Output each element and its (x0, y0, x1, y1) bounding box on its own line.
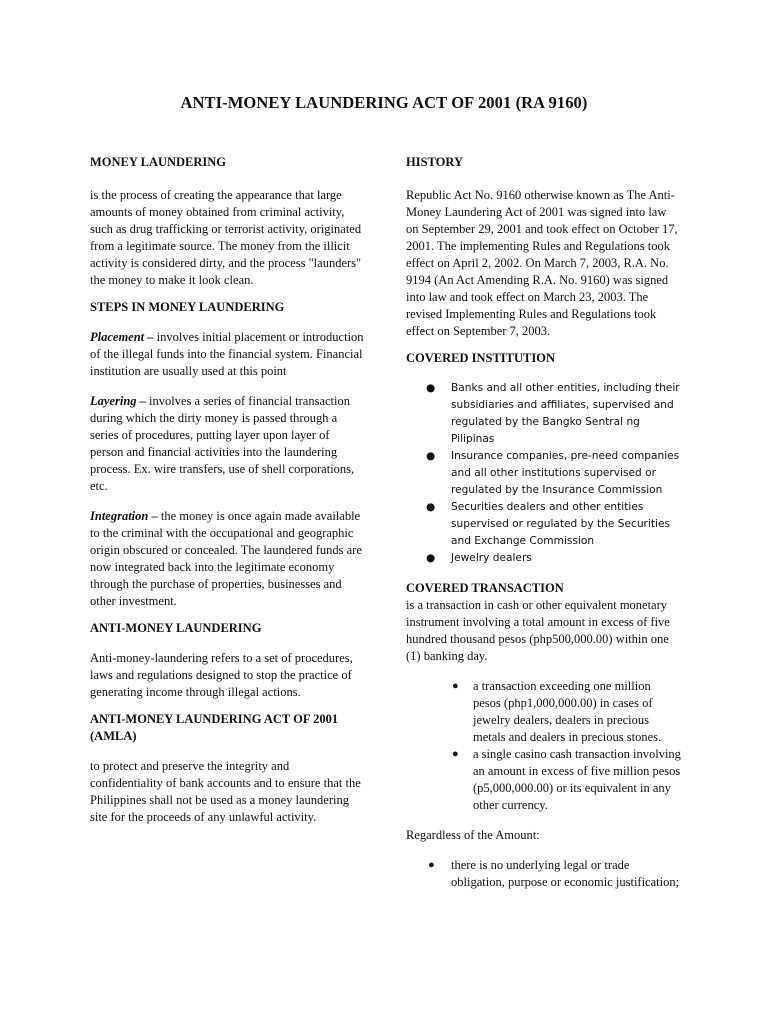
layering-paragraph (90, 393, 365, 495)
right-column (406, 154, 681, 891)
regardless-list (406, 857, 681, 891)
list-item: ● Insurance companies, pre-need companies and all other institutions supervised or regulated by the Insurance Commission (426, 450, 680, 496)
covered-institution-list (406, 380, 681, 567)
placement-term: Placement – (90, 330, 154, 344)
covered-transaction-heading: COVERED TRANSACTION (406, 581, 564, 595)
bullet-icon: ● (426, 552, 436, 564)
integration-paragraph (90, 508, 365, 610)
covered-transaction-text: is a transaction in cash or other equivalent monetary instrument involving a total amount in excess of five hundred thousand pesos (php500,000.00) within one (1) banking day. (406, 598, 670, 663)
list-item: ● Banks and all other entities, including their subsidiaries and affiliates, supervised and regulated by the Bangko Sentral ng Pilipinas (426, 382, 680, 445)
history-heading: HISTORY (406, 155, 463, 169)
covered-transaction-list (406, 678, 681, 814)
layering-term: Layering – (90, 394, 146, 408)
layering-text: involves a series of financial transaction during which the dirty money is passed through a series of procedures, putting layer upon layer of person and financial activities into the laundering process. Ex. wire transfers, use of shell corporations, etc. (90, 394, 355, 493)
anti-money-laundering-heading: ANTI-MONEY LAUNDERING (90, 621, 262, 635)
bullet-icon: ● (426, 501, 436, 513)
list-item: ● there is no underlying legal or trade obligation, purpose or economic justification; (428, 858, 680, 889)
anti-money-laundering-text: Anti-money-laundering refers to a set of procedures, laws and regulations designed to stop the practice of generating income through illegal actions. (90, 651, 353, 699)
bullet-icon: ● (452, 680, 459, 692)
left-column (90, 154, 365, 826)
bullet-icon: ● (452, 748, 459, 760)
bullet-icon: ● (426, 382, 436, 394)
bullet-icon: ● (428, 859, 435, 871)
regardless-text: Regardless of the Amount: (406, 828, 540, 842)
placement-text: involves initial placement or introduction of the illegal funds into the financial system. Financial institution are usually used at this point (90, 330, 364, 378)
list-item: ● a single casino cash transaction involving an amount in excess of five million pesos (p5,000,000.00) or its equivalent in any other currency. (452, 747, 681, 812)
list-item: ● Securities dealers and other entities supervised or regulated by the Securities and Exchange Commission (426, 501, 670, 547)
covered-institution-heading: COVERED INSTITUTION (406, 351, 555, 365)
bullet-icon: ● (426, 450, 436, 462)
money-laundering-heading: MONEY LAUNDERING (90, 155, 226, 169)
history-text: Republic Act No. 9160 otherwise known as The Anti-Money Laundering Act of 2001 was signed into law on September 29, 2001 and took effect on October 17, 2001. The implementing Rules and Regulations took effect on April 2, 2002. On March 7, 2003, R.A. No. 9194 (An Act Amending R.A. No. 9160) was signed into law and took effect on March 23, 2003. The revised Implementing Rules and Regulations took effect on September 7, 2003. (406, 188, 678, 338)
amla-heading: ANTI-MONEY LAUNDERING ACT OF 2001 (AMLA) (90, 712, 339, 743)
amla-text: to protect and preserve the integrity and confidentiality of bank accounts and to ensure that the Philippines shall not be used as a money laundering site for the proceeds of any unlawful activity. (90, 759, 361, 824)
money-laundering-text: is the process of creating the appearance that large amounts of money obtained from criminal activity, such as drug trafficking or terrorist activity, originated from a legitimate source. The money from the illicit activity is considered dirty, and the process "launders" the money to make it look clean. (90, 188, 362, 287)
steps-heading: STEPS IN MONEY LAUNDERING (90, 300, 285, 314)
list-item: ● a transaction exceeding one million pesos (php1,000,000.00) in cases of jewelry dealers, dealers in precious metals and dealers in precious stones. (452, 679, 662, 744)
placement-paragraph (90, 329, 365, 380)
list-item: ● Jewelry dealers (406, 550, 681, 567)
integration-term: Integration – (90, 509, 158, 523)
integration-text: the money is once again made available to the criminal with the occupational and geographic origin obscured or concealed. The laundered funds are now integrated back into the legitimate economy through the purchase of properties, businesses and other investment. (90, 509, 362, 608)
document-title: ANTI-MONEY LAUNDERING ACT OF 2001 (RA 9160) (180, 93, 588, 112)
